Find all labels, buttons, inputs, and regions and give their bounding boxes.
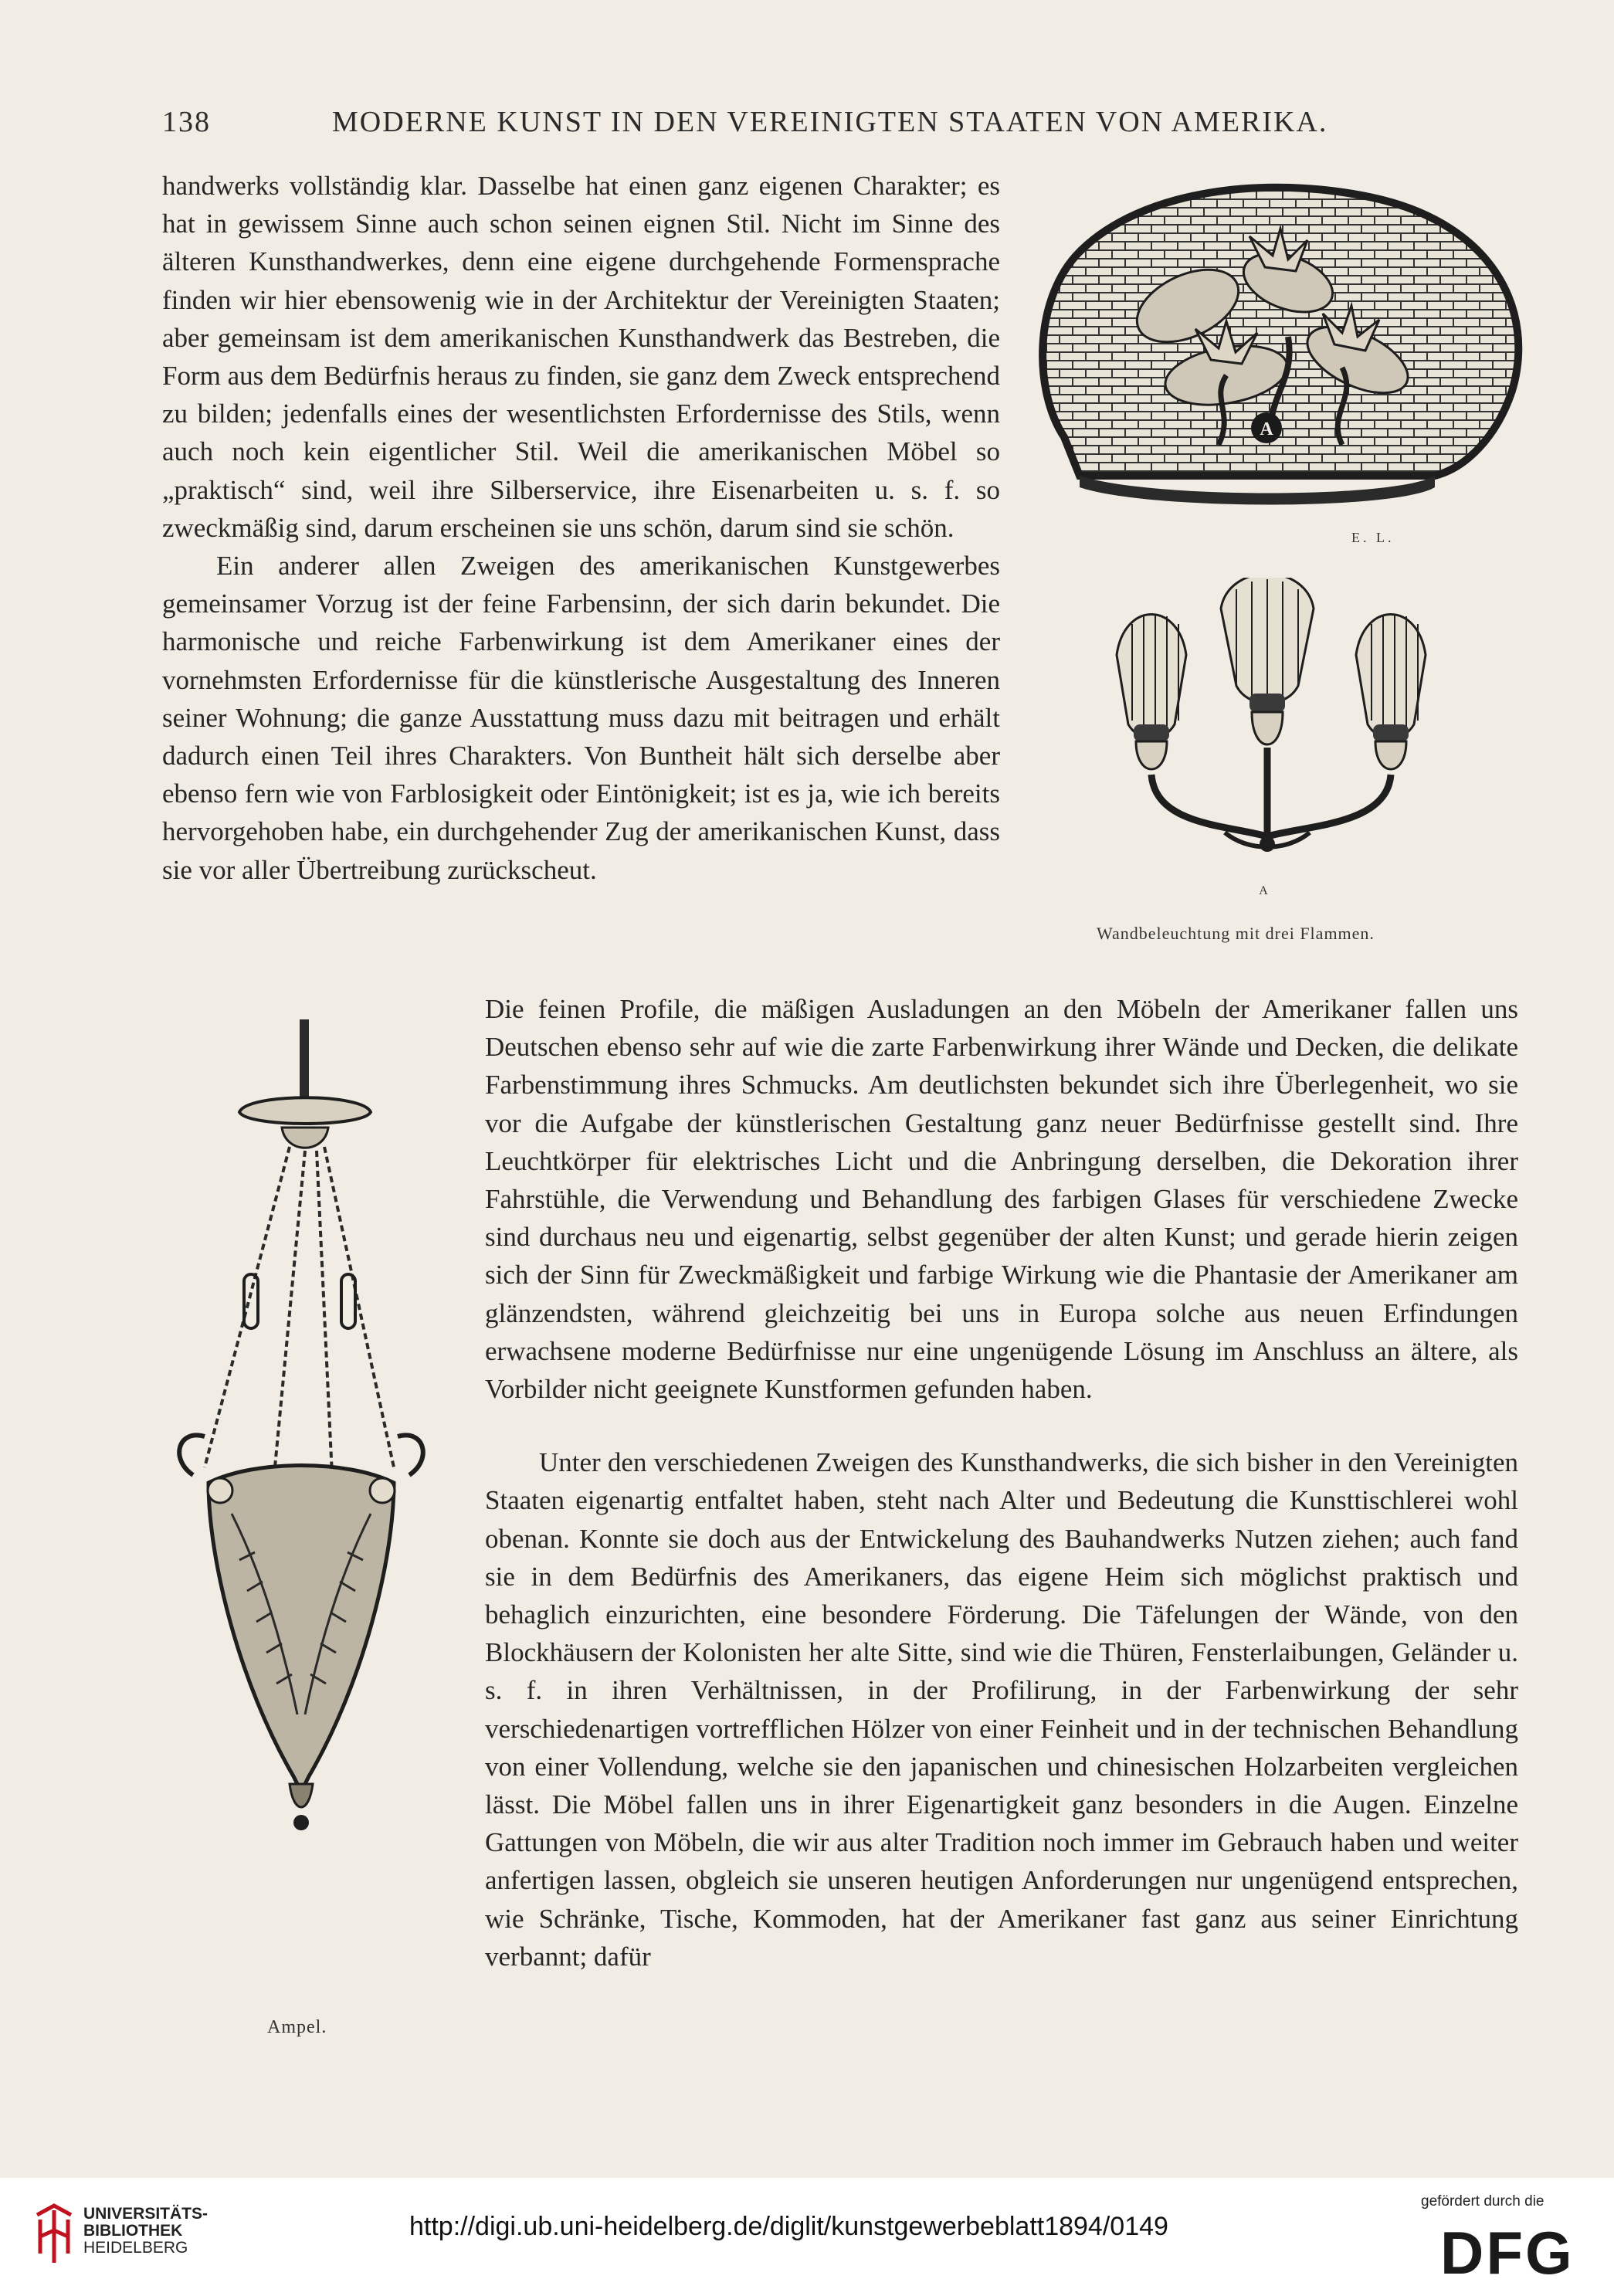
wall-sconce-figure (1070, 578, 1472, 910)
stained-glass-window-figure (1033, 182, 1528, 553)
paragraph-2: Ein anderer allen Zweigen des amerikanischen Kunstgewerbes gemeinsamer Vorzug ist der feine Farbensinn, der sich darin bekundet. Die harmonische und reiche Farbenwirkung ist dem Amerikaner eines der vornehmsten Erfordernisse für die künstlerische Ausgestaltung des Inneren seiner Wohnung; die ganze Ausstattung muss dazu mit beitragen und erhält dadurch einen Teil ihres Charakters. Von Buntheit hält sich derselbe aber ebenso fern wie von Farblosigkeit oder Eintönigkeit; ist es ja, wie ich bereits hervorgehoben habe, ein durchgehender Zug der amerikanischen Kunst, dass sie vor aller Übertreibung zurückscheut. (162, 551, 1000, 885)
funded-by-label: gefördert durch die (1421, 2193, 1544, 2210)
hanging-lamp-illustration (162, 1019, 440, 1992)
running-title: MODERNE KUNST IN DEN VEREINIGTEN STAATEN VON AMERIKA. (332, 106, 1328, 138)
bottom-text-column (485, 990, 1518, 1976)
library-name-line-2: BIBLIOTHEK (83, 2222, 183, 2240)
lamp-caption: Ampel. (267, 2017, 327, 2037)
top-text-column (162, 167, 1000, 889)
paragraph-1: handwerks vollständig klar. Dasselbe hat einen ganz eigenen Charakter; es hat in gewissem Sinne auch schon seinen eignen Stil. Nicht im Sinne des älteren Kunsthandwerkes, denn eine eigene durchgehende Formensprache finden wir hier ebensowenig wie in der Architektur der Vereinigten Staaten; aber gemeinsam ist dem amerikanischen Kunsthandwerk das Bestreben, die Form aus dem Bedürfnis heraus zu finden, sie ganz dem Zweck entsprechend zu bilden; jedenfalls eines der wesentlichsten Erfordernisse des Stils, wenn auch noch kein eigentlicher Stil. Weil die amerikanischen Möbel so „praktisch“ sind, weil ihre Silberservice, ihre Eisenarbeiten u. s. f. so zweckmäßig sind, darum erscheinen sie uns schön, darum sind sie schön. (162, 171, 1000, 543)
library-name-line-1: UNIVERSITÄTS- (83, 2205, 209, 2223)
library-logo-icon (31, 2199, 77, 2273)
library-name-line-3: HEIDELBERG (83, 2239, 188, 2257)
wall-sconce-illustration (1070, 578, 1472, 910)
window-monogram: E. L. (1351, 530, 1395, 545)
stained-glass-window-illustration (1033, 182, 1528, 553)
paragraph-4: Unter den verschiedenen Zweigen des Kunsthandwerks, die sich bisher in den Vereinigten Staaten eigenartig entfaltet haben, steht nach Alter und Bedeutung die Kunsttischlerei wohl obenan. Konnte sie doch aus der Entwickelung des Bauhandwerks Nutzen ziehen; auch fand sie in dem Bedürfnis des Amerikaners, das eigene Heim sich möglichst praktisch und behaglich einzurichten, eine besondere Förderung. Die Täfelungen der Wände, von den Blockhäusern der Kolonisten her alte Sitte, sind wie die Thüren, Fensterlaibungen, Geländer u. s. f. in ihren Verhältnissen, in der Profilirung, in der Farbenwirkung der sehr verschiedenartigen vortrefflichen Hölzer von einer Feinheit und in der technischen Behandlung von einer Vollendung, welche sie den japanischen und chinesischen Holzarbeiten vergleichen lässt. Die Möbel fallen uns in ihrer Eigenartigkeit ganz besonders in die Augen. Einzelne Gattungen von Möbeln, die wir aus alter Tradition noch immer im Gebrauch haben und weiter anfertigen lassen, obgleich sie unseren heutigen Anforderungen nur ungenügend entsprechen, wie Schränke, Tische, Kommoden, hat der Amerikaner fast ganz aus seiner Einrichtung verbannt; dafür (485, 1447, 1518, 1972)
page-number: 138 (162, 106, 211, 138)
dfg-logo: DFG (1440, 2219, 1575, 2287)
footer-bar (0, 2178, 1614, 2296)
paragraph-3: Die feinen Profile, die mäßigen Ausladungen an den Möbeln der Amerikaner fallen uns Deutschen ebenso sehr auf wie die zarte Farbenwirkung ihrer Wände und Decken, die delikate Farbenstimmung ihres Schmucks. Am deutlichsten bekundet sich ihre Überlegenheit, wo sie vor die Aufgabe der künstlerischen Gestaltung ganz neuer Bedürfnisse gestellt sind. Ihre Leuchtkörper für elektrisches Licht und die Anbringung derselben, die Dekoration ihrer Fahrstühle, die Verwendung und Behandlung des farbigen Glases für verschiedene Zwecke sind durchaus neu und eigenartig, selbst gegenüber der alten Kunst; und gerade hierin zeigen sich der Sinn für Zweckmäßigkeit und farbige Wirkung wie die Phantasie der Amerikaner am glänzendsten, während gleichzeitig bei uns in Europa solche aus neuen Erfindungen erwachsene moderne Bedürfnisse nur eine ungenügende Lösung im Anschluss an ältere, als Vorbilder nicht geeignete Kunstformen gefunden haben. (485, 994, 1518, 1405)
window-badge-letter: A (1260, 419, 1273, 439)
source-url-link[interactable]: http://digi.ub.uni-heidelberg.de/diglit/kunstgewerbeblatt1894/0149 (409, 2212, 1168, 2241)
hanging-lamp-figure (162, 1019, 440, 1992)
sconce-letter: A (1259, 884, 1268, 897)
sconce-caption: Wandbeleuchtung mit drei Flammen. (1097, 924, 1375, 943)
library-name (83, 2206, 208, 2257)
